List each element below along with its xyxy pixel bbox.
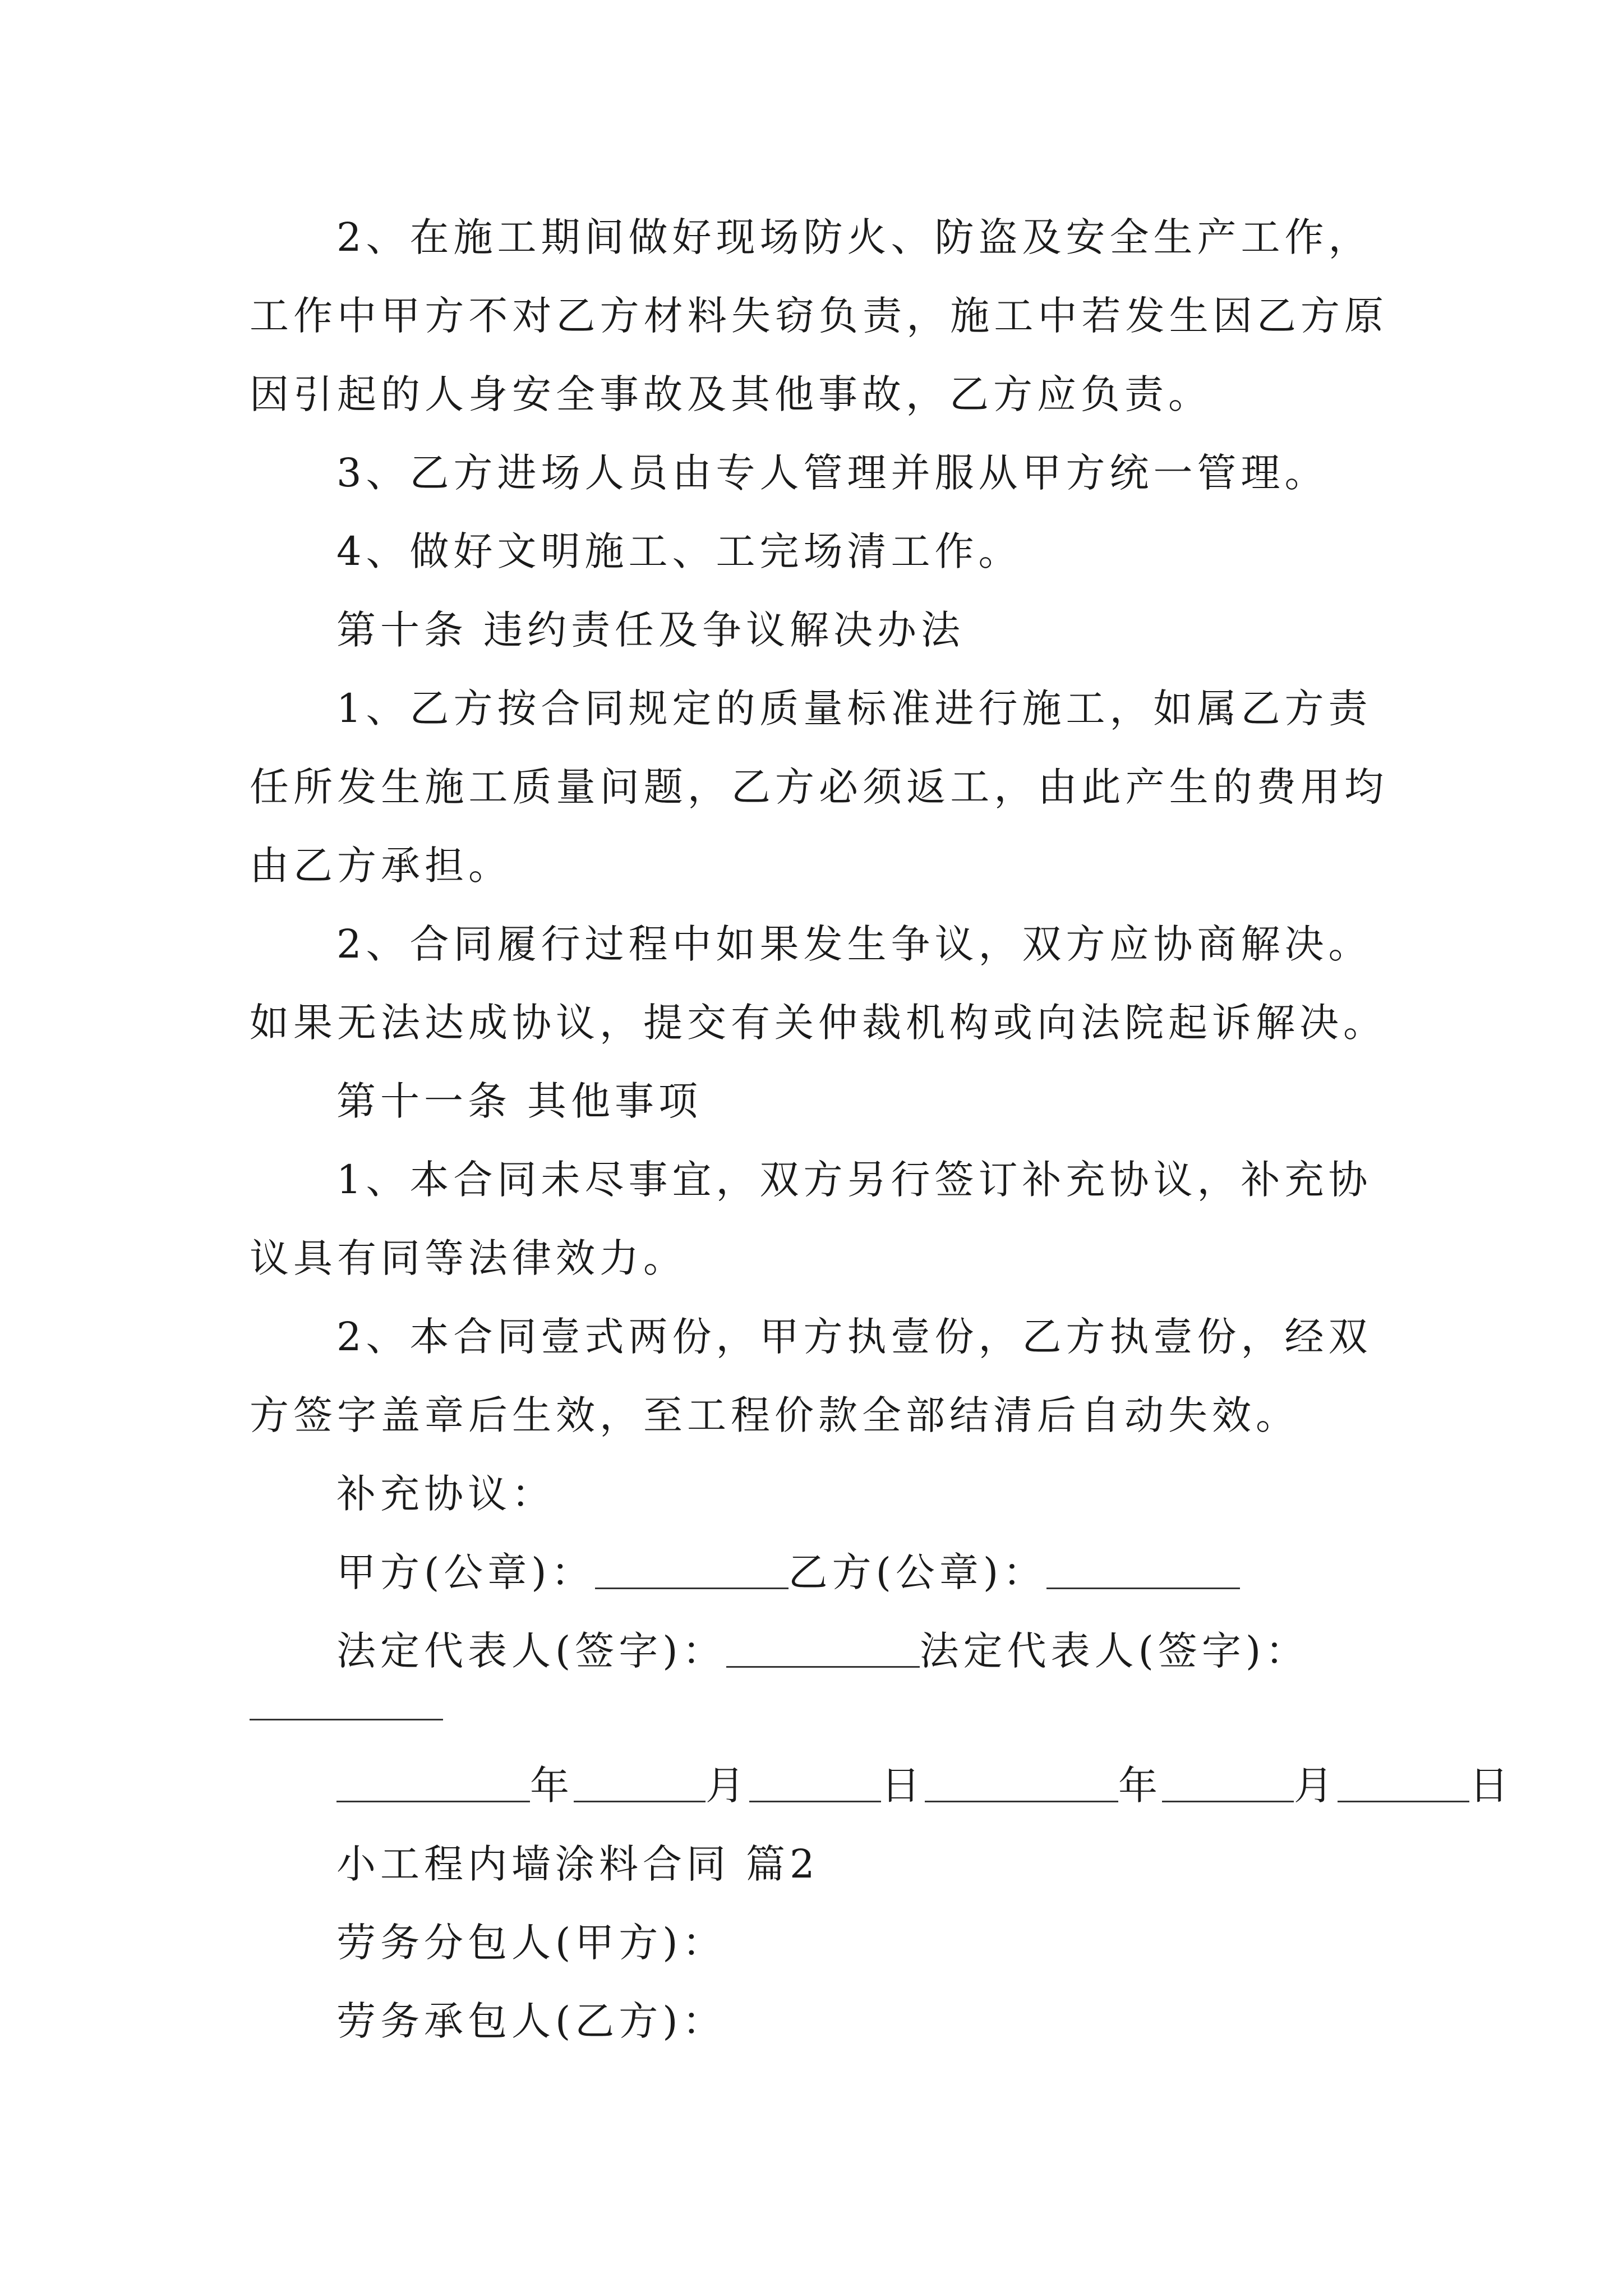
paragraph-9-4: 4、做好文明施工、工完场清工作。 — [336, 528, 1022, 574]
paragraph-11-1: 1、本合同未尽事宜，双方另行签订补充协议，补充协 — [336, 1157, 1372, 1203]
date-b-month: 月 — [1294, 1763, 1338, 1809]
article-10-number: 第十条 — [336, 607, 468, 653]
paragraph-11-1-cont-1: 议具有同等法律效力。 — [250, 1235, 687, 1281]
date-b-month-blank — [1162, 1763, 1294, 1802]
date-b-day-blank — [1338, 1763, 1469, 1802]
date-a-day-blank — [749, 1763, 881, 1802]
paragraph-10-1-cont-2: 由乙方承担。 — [250, 843, 512, 889]
article-11-number: 第十一条 — [336, 1078, 511, 1124]
legal-rep-row — [336, 1626, 1309, 1676]
date-a-year-blank — [336, 1763, 530, 1802]
article-11-title: 其他事项 — [527, 1078, 702, 1124]
party-a-seal-blank — [595, 1549, 789, 1589]
part-2-heading — [336, 1839, 819, 1889]
seal-row — [336, 1547, 1240, 1598]
legal-rep-a-blank — [726, 1628, 920, 1668]
date-b-year: 年 — [1118, 1763, 1162, 1809]
date-a-year: 年 — [530, 1763, 574, 1809]
part-2-title: 小工程内墙涂料合同 — [336, 1841, 730, 1887]
party-b-seal-blank — [1046, 1549, 1240, 1589]
date-a-month-blank — [574, 1763, 706, 1802]
paragraph-10-1: 1、乙方按合同规定的质量标准进行施工，如属乙方责 — [336, 685, 1372, 731]
paragraph-9-3: 3、乙方进场人员由专人管理并服从甲方统一管理。 — [336, 450, 1329, 496]
paragraph-9-2-cont-1: 工作中甲方不对乙方材料失窃负责，施工中若发生因乙方原 — [250, 293, 1388, 339]
paragraph-9-2: 2、在施工期间做好现场防火、防盗及安全生产工作， — [336, 214, 1372, 260]
date-b-day: 日 — [1469, 1763, 1513, 1809]
date-b-year-blank — [925, 1763, 1118, 1802]
article-11-heading — [336, 1076, 702, 1126]
paragraph-10-2: 2、合同履行过程中如果发生争议，双方应协商解决。 — [336, 921, 1372, 967]
paragraph-11-2: 2、本合同壹式两份，甲方执壹份，乙方执壹份，经双 — [336, 1314, 1372, 1360]
date-a-day: 日 — [881, 1763, 925, 1809]
article-10-title: 违约责任及争议解决办法 — [483, 607, 965, 653]
legal-rep-b-label: 法定代表人(签字)： — [919, 1628, 1310, 1674]
paragraph-9-2-cont-2: 因引起的人身安全事故及其他事故，乙方应负责。 — [250, 371, 1212, 417]
paragraph-10-2-cont-1: 如果无法达成协议，提交有关仲裁机构或向法院起诉解决。 — [250, 1000, 1387, 1046]
part-2-label: 篇2 — [746, 1841, 819, 1887]
party-a-seal-label: 甲方(公章)： — [336, 1549, 595, 1595]
legal-rep-a-label: 法定代表人(签字)： — [336, 1628, 726, 1674]
date-a-month: 月 — [706, 1763, 749, 1809]
labor-subcontractor-label: 劳务分包人(甲方)： — [336, 1920, 726, 1966]
date-row — [336, 1760, 1513, 1811]
paragraph-10-1-cont-1: 任所发生施工质量问题，乙方必须返工，由此产生的费用均 — [250, 764, 1388, 810]
legal-rep-b-blank — [250, 1719, 443, 1720]
paragraph-11-2-cont-1: 方签字盖章后生效，至工程价款全部结清后自动失效。 — [250, 1392, 1299, 1438]
supplementary-agreement-label: 补充协议： — [336, 1471, 555, 1517]
labor-contractor-label: 劳务承包人(乙方)： — [336, 1998, 726, 2044]
article-10-heading — [336, 605, 965, 655]
party-b-seal-label: 乙方(公章)： — [788, 1549, 1047, 1595]
